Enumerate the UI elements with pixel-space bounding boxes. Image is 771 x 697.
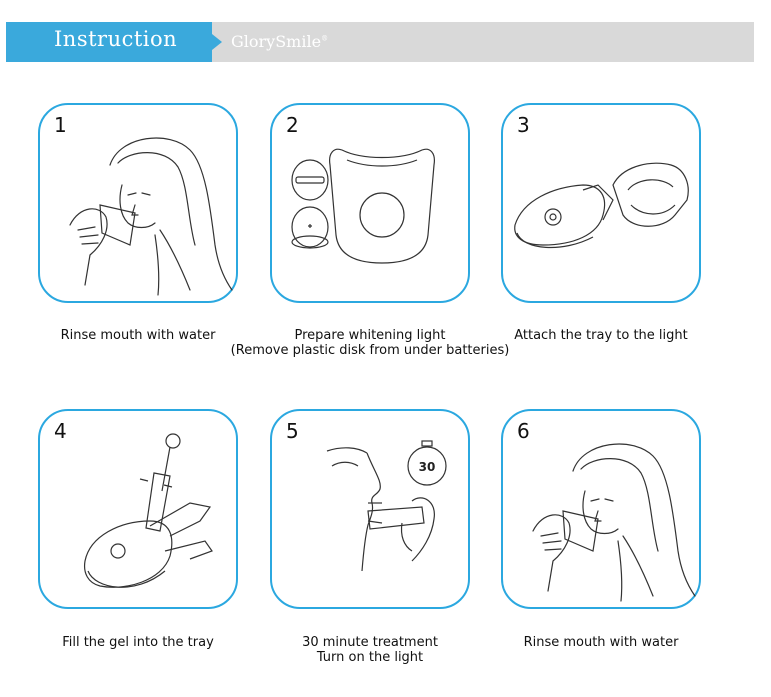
step-card-3	[501, 103, 701, 303]
header-arrow-icon	[212, 34, 222, 50]
caption-line: Prepare whitening light	[294, 328, 446, 343]
step-number: 1	[54, 113, 67, 137]
caption-line: Rinse mouth with water	[60, 328, 216, 343]
caption-line: Fill the gel into the tray	[62, 635, 214, 650]
caption-line: 30 minute treatment	[302, 635, 438, 650]
treatment-illustration	[272, 411, 472, 611]
step-number: 4	[54, 419, 67, 443]
step-number: 6	[517, 419, 530, 443]
page-title: Instruction	[54, 27, 178, 51]
step-number: 5	[286, 419, 299, 443]
whitening-light-illustration	[272, 105, 472, 305]
step-caption-2	[215, 328, 525, 358]
light-with-tray-illustration	[503, 105, 703, 305]
step-card-1	[38, 103, 238, 303]
timer-label: 30	[418, 460, 436, 474]
brand-text: GlorySmile	[231, 32, 322, 51]
caption-line: Attach the tray to the light	[514, 328, 688, 343]
step-card-6	[501, 409, 701, 609]
registered-mark: ®	[321, 34, 329, 43]
step-number: 2	[286, 113, 299, 137]
step-caption-6	[501, 635, 701, 650]
woman-drinking-illustration	[40, 105, 240, 305]
caption-line: Rinse mouth with water	[523, 635, 679, 650]
step-card-5	[270, 409, 470, 609]
syringe-tray-illustration	[40, 411, 240, 611]
caption-line: (Remove plastic disk from under batteries)	[230, 343, 510, 358]
step-caption-1	[38, 328, 238, 343]
woman-drinking-illustration	[503, 411, 703, 611]
step-caption-4	[38, 635, 238, 650]
step-number: 3	[517, 113, 530, 137]
step-card-4	[38, 409, 238, 609]
step-caption-5	[270, 635, 470, 665]
caption-line: Turn on the light	[316, 650, 424, 665]
step-card-2	[270, 103, 470, 303]
brand-name	[231, 32, 328, 51]
step-caption-3	[490, 328, 712, 343]
